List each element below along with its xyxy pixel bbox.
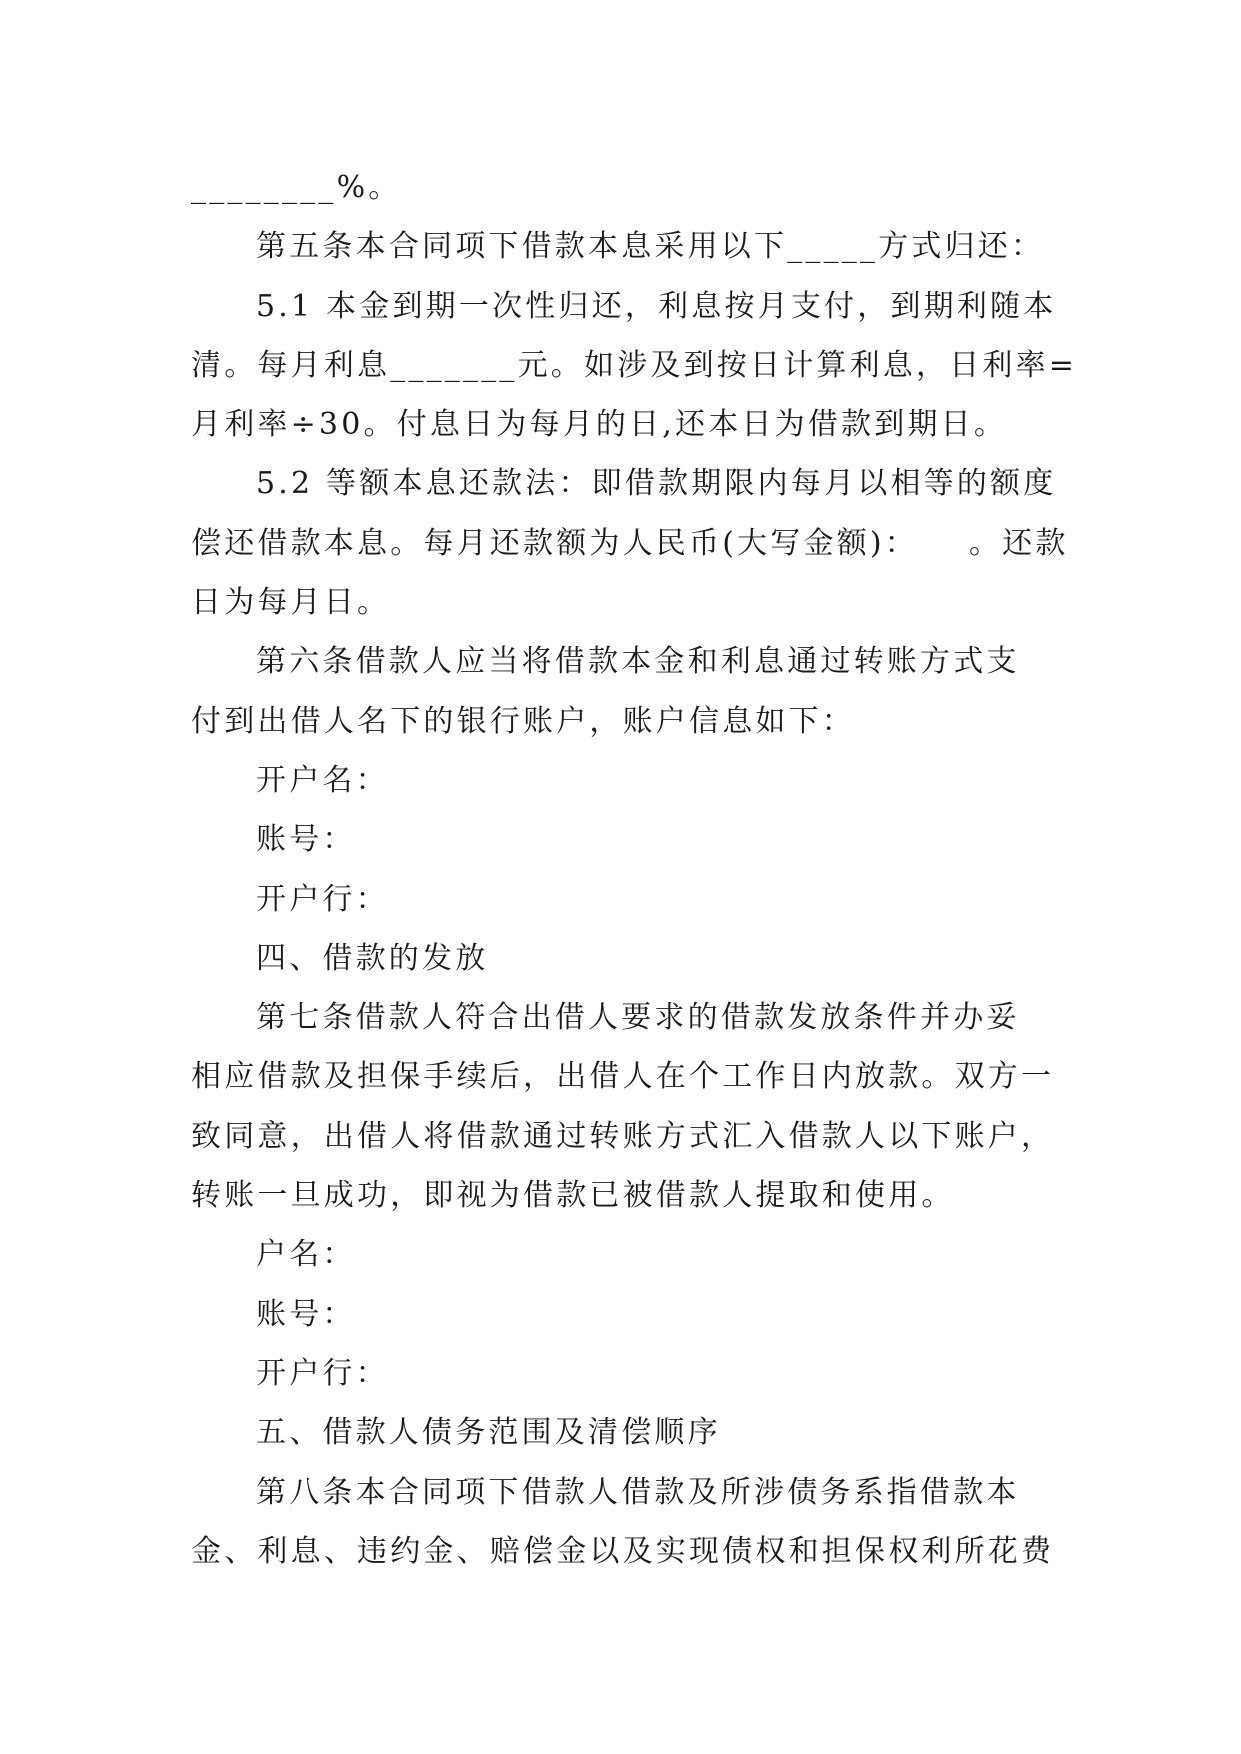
text-line: 致同意，出借人将借款通过转账方式汇入借款人以下账户， — [191, 1118, 1055, 1154]
text-line: 账号： — [256, 1296, 356, 1332]
text-line: 开户行： — [256, 881, 389, 917]
text-line: 账号： — [256, 822, 356, 858]
text-line: 相应借款及担保手续后，出借人在个工作日内放款。双方一 — [191, 1059, 1055, 1095]
text-line: 五、借款人债务范围及清偿顺序 — [256, 1415, 721, 1451]
text-line: 户名： — [256, 1237, 356, 1273]
text-line: 开户名： — [256, 762, 389, 798]
text-line: 5.1 本金到期一次性归还，利息按月支付，到期利随本 — [256, 288, 1057, 324]
text-line: 第五条本合同项下借款本息采用以下_____方式归还： — [256, 229, 1045, 265]
text-line: 第八条本合同项下借款人借款及所涉债务系指借款本 — [256, 1474, 1020, 1510]
text-line: ________%。 — [191, 170, 402, 205]
text-line: 偿还借款本息。每月还款额为人民币(大写金额)： 。还款 — [191, 525, 1069, 561]
text-line: 第六条借款人应当将借款本金和利息通过转账方式支 — [256, 644, 1020, 680]
text-line: 第七条借款人符合出借人要求的借款发放条件并办妥 — [256, 1000, 1020, 1036]
text-line: 月利率÷30。付息日为每月的日,还本日为借款到期日。 — [191, 407, 1008, 443]
text-line: 转账一旦成功，即视为借款已被借款人提取和使用。 — [191, 1178, 955, 1214]
text-line: 四、借款的发放 — [256, 940, 489, 976]
text-line: 开户行： — [256, 1355, 389, 1391]
text-line: 金、利息、违约金、赔偿金以及实现债权和担保权利所花费 — [191, 1533, 1055, 1569]
text-line: 清。每月利息_______元。如涉及到按日计算利息，日利率= — [191, 347, 1078, 383]
text-line: 日为每月日。 — [191, 585, 391, 621]
document-body — [191, 158, 1078, 1581]
text-line: 付到出借人名下的银行账户，账户信息如下： — [191, 703, 855, 739]
text-line: 5.2 等额本息还款法：即借款期限内每月以相等的额度 — [256, 466, 1057, 502]
